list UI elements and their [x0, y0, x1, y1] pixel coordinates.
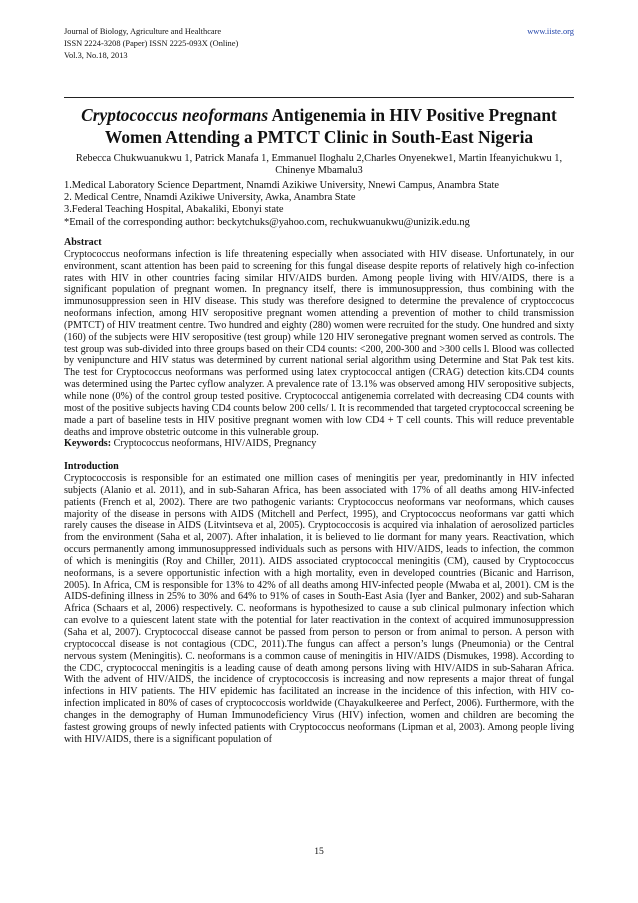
abstract-heading: Abstract: [64, 237, 102, 248]
affiliation-3: 3.Federal Teaching Hospital, Abakaliki, Ebonyi state: [64, 204, 284, 216]
header-divider: [64, 97, 574, 98]
introduction-text: Cryptococcosis is responsible for an estimated one million cases of meningitis per year, predominantly in HIV infected subjects (Alanio et al. 2011), and in sub-Saharan Africa, has been associated with 17% of all deaths among HIV-infected patients (French et al, 2002). There are two pathogenic variants: Cryptococcus neoformans var neoformans, which causes majority of the disease in persons with AIDS (Mitchell and Perfect, 1995), and Cryptococcus neoformans var gatti which rarely causes the disease in AIDS (Litvintseva et al, 2005). Cryptococcosis is acquired via inhalation of aerosolized particles from the environment (Saha et al, 2007). After inhalation, it is believed to lie dormant for many years. Reactivation, which occurs permanently among immunosuppressed individuals such as persons with HIV/AIDS, leads to infection, the common of which is meningitis (Roy and Chiller, 2011). AIDS associated cryptococcal meningitis (CM), caused by Cryptococcus neoformans, is a severe opportunistic infection with a high mortality, even in developed countries (Bicanic and Harrison, 2005). In Africa, CM is responsible for 13% to 42% of all deaths among HIV-infected people (Mwaba et al, 2001). CM is the AIDS-defining illness in 25% to 30% and 64% to 91% of cases in South-East Asia (Iyer and Banker, 2002) and sub-Saharan Africa (Schaars et al, 2006) respectively. C. neoformans is hypothesized to cause a sub clinical pulmonary infection which can evolve to a quiescent latent state with the potential for later reactivation in the context of acquired immunosuppression (Saha et al, 2007). Cryptococcal disease cannot be passed from person to person or from animal to person. A person with cryptococcal disease is not contagious (CDC, 2011).The fungus can affect a person’s lungs (Pneumonia) or the Central nervous system (Meningitis). C. neoformans is a common cause of meningitis in HIV/AIDS (Dismukes, 1998). According to the CDC, cryptococcal meningitis is a leading cause of death among persons living with HIV/AIDS in sub-Saharan Africa. With the advent of HIV/AIDS, the incidence of cryptococcosis is increasing and now represents a major threat of fungal infections in HIV patients. The HIV epidemic has facilitated an increase in the incidence of this infection, with HIV co-infection implicated in 80% of cases of cryptococcosis worldwide (Chayakulkeeree and Perfect, 2006). Furthermore, with the changes in the demography of Human Immunodeficiency Virus (HIV) infection, women and children are becoming the fastest growing groups of newly infected patients with Cryptococcus neoformans (Lipman et al, 2003). Among people living with HIV/AIDS, there is a significant population of: [64, 473, 574, 745]
keywords-line: [64, 438, 574, 450]
title-species: Cryptococcus neoformans: [81, 105, 269, 125]
affiliation-2: 2. Medical Centre, Nnamdi Azikiwe University, Awka, Anambra State: [64, 192, 356, 204]
keywords-label: Keywords:: [64, 438, 112, 450]
introduction-heading: Introduction: [64, 461, 119, 473]
journal-header: [64, 26, 574, 62]
journal-volume: Vol.3, No.18, 2013: [64, 51, 128, 60]
affiliation-1: 1.Medical Laboratory Science Department, Nnamdi Azikiwe University, Nnewi Campus, Anambra State: [64, 180, 500, 191]
journal-url-link[interactable]: www.iiste.org: [527, 27, 574, 36]
journal-issn: ISSN 2224-3208 (Paper) ISSN 2225-093X (Online): [64, 39, 239, 48]
journal-name: Journal of Biology, Agriculture and Healthcare: [64, 27, 222, 36]
title-rest: Antigenemia in HIV Positive Pregnant Women Attending a PMTCT Clinic in South-East Nigeria: [104, 105, 557, 147]
page-number: 15: [314, 846, 324, 857]
corresponding-email: *Email of the corresponding author: beckytchuks@yahoo.com, rechukwuanukwu@unizik.edu.ng: [64, 216, 470, 228]
paper-body: [64, 237, 574, 745]
affiliations: [64, 180, 574, 229]
author-list: Rebecca Chukwuanukwu 1, Patrick Manafa 1, Emmanuel Iloghalu 2,Charles Onyenekwe1, Martin Ifeanyichukwu 1, Chinenye Mbamalu3: [75, 153, 563, 176]
paper-title: [64, 104, 574, 148]
abstract-text: Cryptococcus neoformans infection is life threatening especially when associated with HIV disease. Unfortunately, in our environment, scant attention has been paid to screening for this fungal disease despite reports of relatively high co-infection rates with HIV in other countries facing similar HIV/AIDS burden. Among people living with HIV/AIDS, there is a significant population of pregnant women. In pregnancy itself, there is immunosuppression, thus combining with the immunosuppression seen in HIV disease. This study was therefore designed to determine the prevalence of cryptoccocus neoformans infection, among HIV seropositive pregnant women attending a prevention of mother to child transmission (PMTCT) of HIV treatment centre. Two hundred and eighty (280) women were recruited for the study. One hundred and sixty (160) of the subjects were HIV seropositive (test group) while 120 HIV seronegative pregnant women served as controls. The test group was sub-divided into three groups based on their CD4 counts: <200, 200-300 and >300 cells l. Blood was collected by venipuncture and HIV status was determined by current national serial algorithm using Determine and Stat Pak test kits. The test for Cryptococcus neoformans was performed using latex cryptococcal antigen (CRAG) detection kits.CD4 counts was determined using the Partec cyflow analyzer. A prevalence rate of 13.1% was observed among HIV seropositive subjects, while none (0%) of the control group tested positive. Cryptococcal antigenemia correlated with decreasing CD4 counts with most of the positive subjects having CD4 counts below 200 cells/ l. It is recommended that targeted cryptococcal screening be made a part of baseline tests in HIV positive pregnant women with low CD4 + T cell counts. This will reduce preventable deaths and improve obstetric outcome in this vulnerable group.: [64, 248, 574, 438]
keywords-values: Cryptococcus neoformans, HIV/AIDS, Pregnancy: [113, 438, 317, 450]
